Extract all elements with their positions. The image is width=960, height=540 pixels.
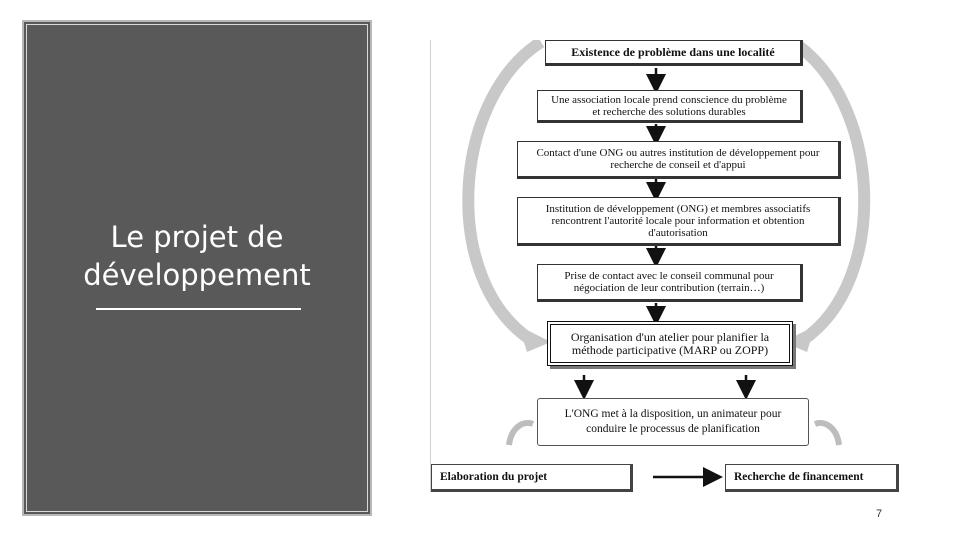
project-elaboration-label: Elaboration du projet — [440, 471, 548, 483]
page-number: 7 — [876, 508, 883, 520]
flow-step-1-text: Existence de problème dans une localité — [571, 45, 775, 59]
flow-step-4-line-1: Institution de développement (ONG) et membres associatifs — [545, 202, 811, 215]
flow-step-2 — [537, 90, 803, 123]
right-feedback-arrow — [793, 42, 864, 340]
left-curl-arrow — [509, 423, 533, 445]
flow-step-6-line-1: Organisation d'un atelier pour planifier la — [570, 329, 770, 344]
flow-step-6 — [547, 321, 793, 366]
slide-title-line-1: Le projet de — [110, 220, 284, 254]
animator-scroll-line-1: L'ONG met à la disposition, un animateur pour — [564, 408, 782, 420]
flow-step-2-line-2: et recherche des solutions durables — [592, 105, 746, 118]
funding-search-label: Recherche de financement — [734, 471, 864, 483]
slide-title — [24, 218, 370, 294]
flow-step-5 — [537, 264, 803, 302]
flow-step-6-line-2: méthode participative (MARP ou ZOPP) — [571, 342, 769, 357]
right-curl-arrow — [815, 423, 839, 445]
flow-step-3-line-1: Contact d'une ONG ou autres institution de développement pour — [536, 147, 820, 159]
flow-step-5-line-2: négociation de leur contribution (terrain…) — [573, 282, 765, 294]
title-panel — [22, 20, 372, 516]
flow-step-3 — [517, 141, 841, 179]
flow-step-4-line-2: rencontrent l'autorité locale pour information et obtention — [551, 214, 805, 227]
flow-diagram — [430, 40, 901, 492]
animator-scroll — [537, 398, 809, 446]
flow-step-4-line-3: d'autorisation — [648, 226, 708, 239]
flow-step-4 — [517, 197, 841, 246]
slide-title-line-2: développement — [83, 258, 311, 292]
flow-step-1 — [545, 40, 803, 66]
project-elaboration-box — [431, 464, 633, 492]
title-underline — [96, 308, 301, 310]
flow-step-2-line-1: Une association locale prend conscience du problème — [551, 93, 787, 106]
flow-step-5-line-1: Prise de contact avec le conseil communal pour — [564, 270, 774, 282]
left-feedback-arrow — [468, 42, 541, 340]
flow-step-3-line-2: recherche de conseil et d'appui — [610, 159, 746, 171]
animator-scroll-line-2: conduire le processus de planification — [586, 423, 760, 435]
funding-search-box — [725, 464, 899, 492]
